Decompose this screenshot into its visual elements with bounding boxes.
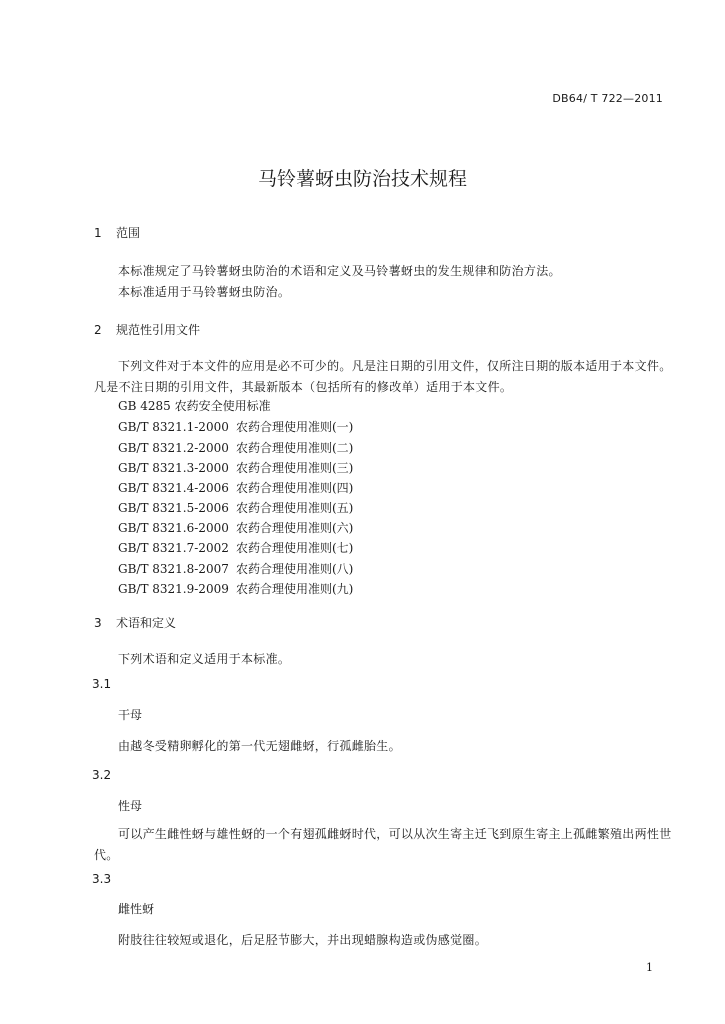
page-number: 1 (646, 961, 653, 974)
reference-code: GB/T 8321.6-2000 (118, 521, 229, 535)
scope-paragraph-1: 本标准规定了马铃薯蚜虫防治的术语和定义及马铃薯蚜虫的发生规律和防治方法。 (118, 264, 561, 278)
reference-item (118, 560, 353, 577)
document-title: 马铃薯蚜虫防治技术规程 (257, 168, 467, 190)
reference-item (118, 479, 353, 496)
reference-name: 农药合理使用准则(六) (236, 521, 354, 535)
reference-item (118, 459, 353, 476)
references-intro: 下列文件对于本文件的应用是必不可少的。凡是注日期的引用文件，仅所注日期的版本适用于本文件。凡是不注日期的引用文件，其最新版本（包括所有的修改单）适用于本文件。 (94, 359, 672, 394)
clause-number: 3.2 (92, 768, 112, 782)
clause-number: 3.3 (92, 872, 112, 886)
term-name: 性母 (118, 799, 143, 813)
term-definition: 附肢往往较短或退化，后足胫节膨大，并出现蜡腺构造或伪感觉圈。 (118, 933, 488, 947)
section-number: 2 (94, 323, 102, 337)
reference-item: GB 4285 农药安全使用标准 (118, 399, 271, 413)
terms-intro: 下列术语和定义适用于本标准。 (118, 652, 291, 666)
reference-name: 农药合理使用准则(二) (236, 441, 354, 455)
reference-name: 农药合理使用准则(四) (236, 481, 354, 495)
reference-item (118, 580, 353, 597)
reference-code: GB/T 8321.1-2000 (118, 420, 229, 434)
reference-name: 农药合理使用准则(五) (236, 501, 354, 515)
term-name: 干母 (118, 708, 143, 722)
term-definition: 由越冬受精卵孵化的第一代无翅雌蚜，行孤雌胎生。 (118, 739, 401, 753)
reference-code: GB/T 8321.5-2006 (118, 501, 229, 515)
standard-code: DB64/ T 722—2011 (552, 92, 663, 105)
reference-name: 农药合理使用准则(一) (236, 420, 354, 434)
reference-item (118, 499, 353, 516)
section-heading-references (94, 321, 200, 338)
reference-name: 农药合理使用准则(七) (236, 541, 354, 555)
reference-item (118, 539, 353, 556)
term-name: 雌性蚜 (118, 902, 155, 916)
scope-paragraph-2: 本标准适用于马铃薯蚜虫防治。 (118, 285, 291, 299)
reference-code: GB/T 8321.7-2002 (118, 541, 229, 555)
section-heading-scope (94, 224, 140, 241)
clause-number: 3.1 (92, 677, 112, 691)
reference-item (118, 418, 353, 435)
section-number: 3 (94, 616, 102, 630)
reference-name: 农药合理使用准则(九) (236, 582, 354, 596)
reference-code: GB/T 8321.4-2006 (118, 481, 229, 495)
section-title: 术语和定义 (116, 616, 177, 630)
section-number: 1 (94, 226, 102, 240)
reference-code: GB/T 8321.3-2000 (118, 461, 229, 475)
term-definition: 可以产生雌性蚜与雄性蚜的一个有翅孤雌蚜时代，可以从次生寄主迁飞到原生寄主上孤雌繁殖出两性世代。 (94, 827, 672, 862)
reference-code: GB/T 8321.2-2000 (118, 441, 229, 455)
reference-name: 农药合理使用准则(八) (236, 562, 354, 576)
reference-code: GB/T 8321.9-2009 (118, 582, 229, 596)
reference-item (118, 519, 353, 536)
reference-code: GB/T 8321.8-2007 (118, 562, 229, 576)
section-heading-terms (94, 614, 176, 631)
section-title: 范围 (116, 226, 141, 240)
reference-item (118, 439, 353, 456)
section-title: 规范性引用文件 (116, 323, 201, 337)
reference-name: 农药合理使用准则(三) (236, 461, 354, 475)
